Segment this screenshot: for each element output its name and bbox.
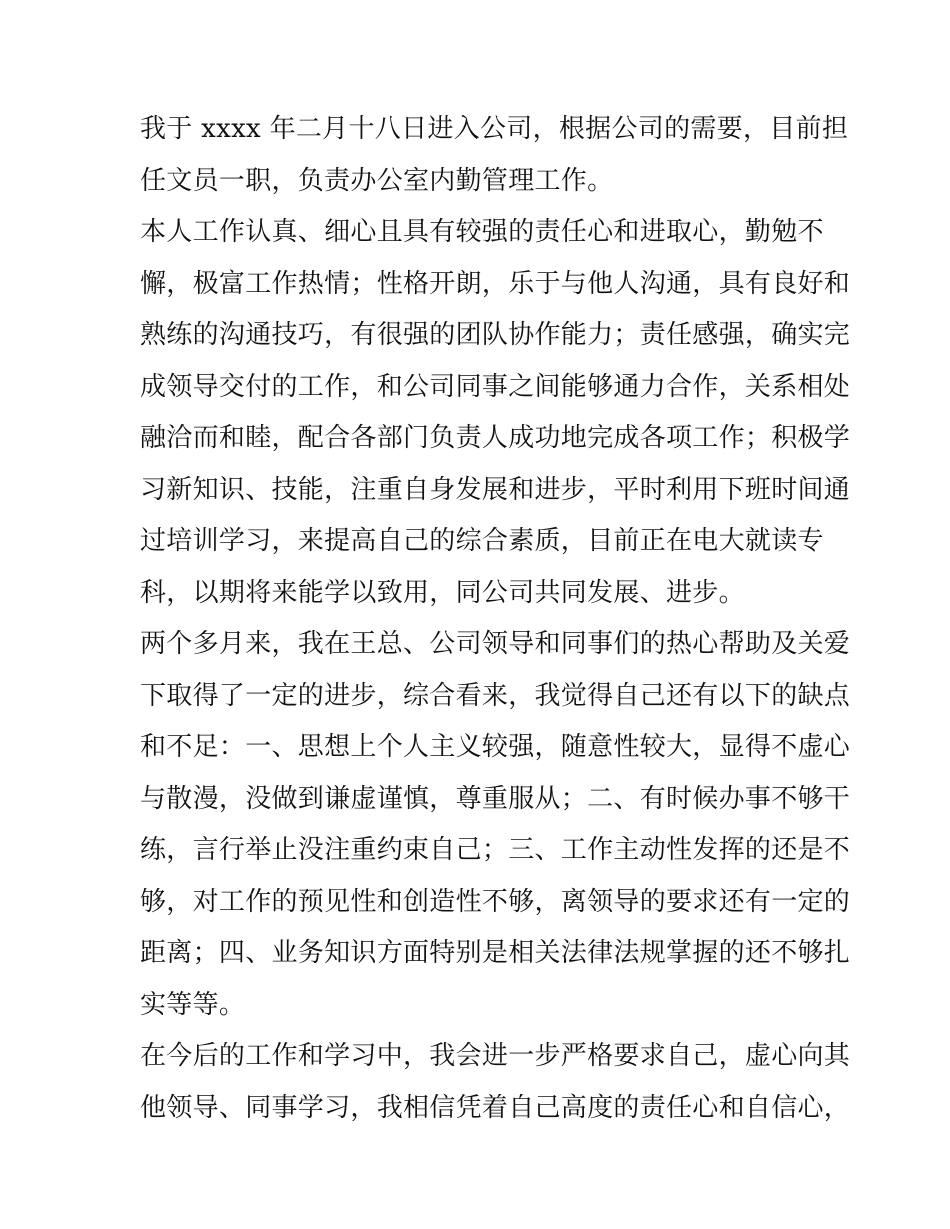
text-line: 融洽而和睦，配合各部门负责人成功地完成各项工作；积极学	[140, 423, 851, 453]
text-line: 熟练的沟通技巧，有很强的团队协作能力；责任感强，确实完	[140, 320, 851, 350]
text-line: 与散漫，没做到谦虚谨慎，尊重服从；二、有时候办事不够干	[140, 783, 851, 814]
text-line: 任文员一职，负责办公室内勤管理工作。	[140, 165, 614, 196]
text-line: 实等等。	[140, 989, 246, 1020]
text-line: 本人工作认真、细心且具有较强的责任心和进取心，勤勉不	[140, 217, 824, 247]
text-line: 习新知识、技能，注重自身发展和进步，平时利用下班时间通	[140, 474, 851, 505]
text-line: 我于 xxxx 年二月十八日进入公司，根据公司的需要，目前担	[140, 114, 849, 144]
text-line: 科，以期将来能学以致用，同公司共同发展、进步。	[140, 577, 745, 608]
paragraph-4	[140, 1031, 851, 1134]
text-line: 和不足：一、思想上个人主义较强，随意性较大，显得不虚心	[140, 732, 851, 762]
text-line: 懈，极富工作热情；性格开朗，乐于与他人沟通，具有良好和	[140, 268, 851, 299]
text-line: 够，对工作的预见性和创造性不够，离领导的要求还有一定的	[140, 886, 851, 917]
paragraph-2	[140, 207, 851, 619]
text-line: 下取得了一定的进步，综合看来，我觉得自己还有以下的缺点	[140, 680, 851, 711]
text-line: 成领导交付的工作，和公司同事之间能够通力合作，关系相处	[140, 371, 851, 402]
text-line: 距离；四、业务知识方面特别是相关法律法规掌握的还不够扎	[140, 938, 851, 968]
paragraph-3	[140, 619, 851, 1031]
text-line: 练，言行举止没注重约束自己；三、工作主动性发挥的还是不	[140, 835, 851, 865]
text-line: 两个多月来，我在王总、公司领导和同事们的热心帮助及关爱	[140, 629, 851, 659]
text-line: 他领导、同事学习，我相信凭着自己高度的责任心和自信心，	[140, 1092, 851, 1123]
document-body	[140, 104, 851, 1134]
text-line: 在今后的工作和学习中，我会进一步严格要求自己，虚心向其	[140, 1041, 851, 1071]
paragraph-1	[140, 104, 849, 207]
text-line: 过培训学习，来提高自己的综合素质，目前正在电大就读专	[140, 526, 824, 556]
